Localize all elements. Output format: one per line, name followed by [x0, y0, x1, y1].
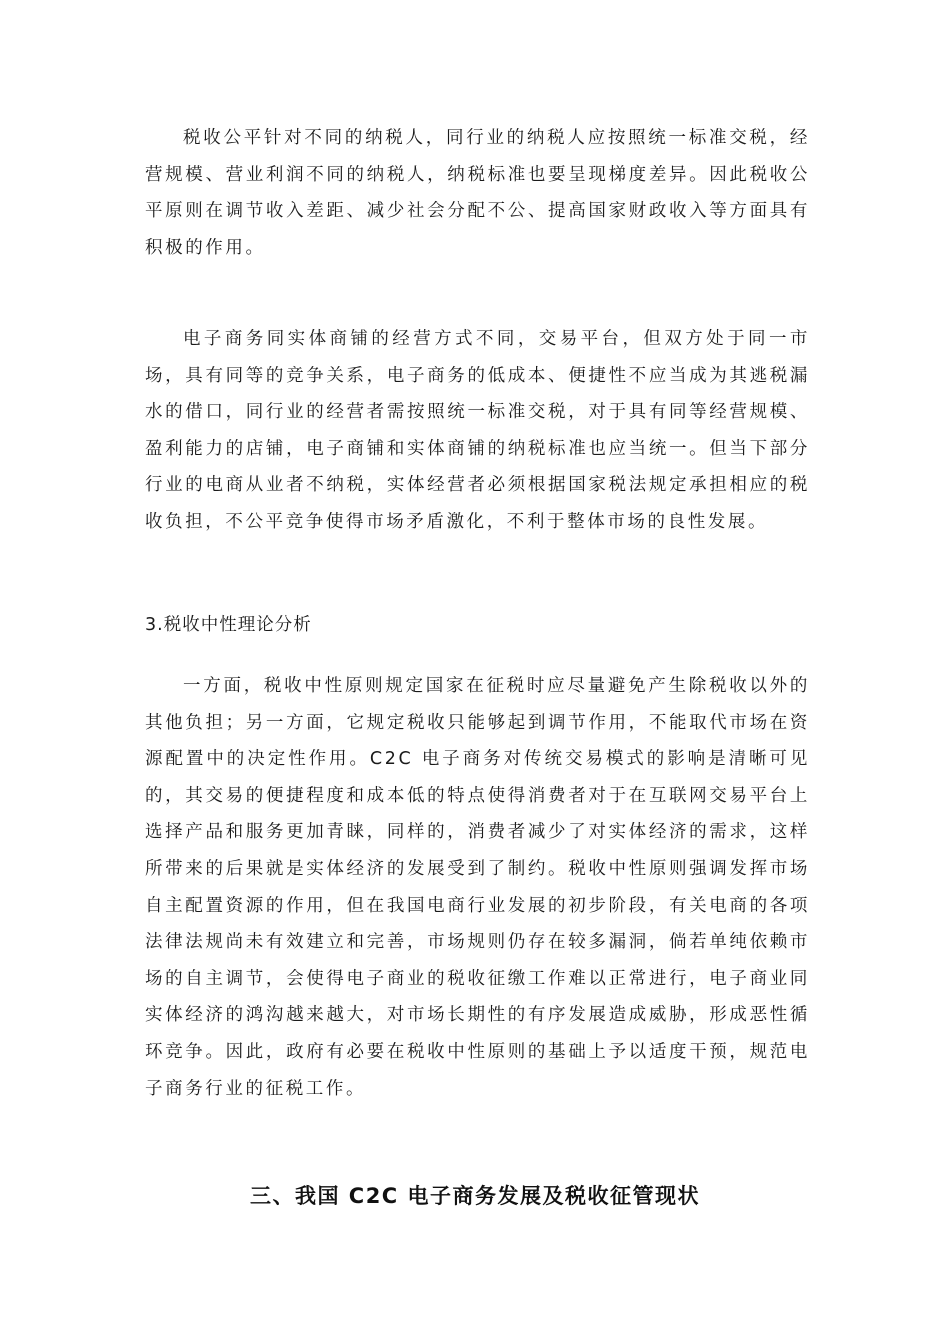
paragraph-ecommerce-competition: 电子商务同实体商铺的经营方式不同，交易平台，但双方处于同一市场，具有同等的竞争关系，电子商务的低成本、便捷性不应当成为其逃税漏水的借口，同行业的经营者需按照统一标准交税，对于具有同等经营规模、盈利能力的店铺，电子商铺和实体商铺的纳税标准也应当统一。但当下部分行业的电商从业者不纳税，实体经营者必须根据国家税法规定承担相应的税收负担，不公平竞争使得市场矛盾激化，不利于整体市场的良性发展。 [145, 329, 810, 532]
subheading-tax-neutrality: 3.税收中性理论分析 [145, 615, 312, 635]
paragraph-tax-neutrality: 一方面，税收中性原则规定国家在征税时应尽量避免产生除税收以外的其他负担；另一方面，它规定税收只能够起到调节作用，不能取代市场在资源配置中的决定性作用。C2C 电子商务对传统交易模式的影响是清晰可见的，其交易的便捷程度和成本低的特点使得消费者对于在互联网交易平台上选择产品和服务更加青睐，同样的，消费者减少了对实体经济的需求，这样所带来的后果就是实体经济的发展受到了制约。税收中性原则强调发挥市场自主配置资源的作用，但在我国电商行业发展的初步阶段，有关电商的各项法律法规尚未有效建立和完善，市场规则仍存在较多漏洞，倘若单纯依赖市场的自主调节，会使得电子商业的税收征缴工作难以正常进行，电子商业同实体经济的鸿沟越来越大，对市场长期性的有序发展造成威胁，形成恶性循环竞争。因此，政府有必要在税收中性原则的基础上予以适度干预，规范电子商务行业的征税工作。 [145, 676, 810, 1099]
section-heading: 三、我国 C2C 电子商务发展及税收征管现状 [249, 1184, 701, 1208]
paragraph-tax-fairness: 税收公平针对不同的纳税人，同行业的纳税人应按照统一标准交税，经营规模、营业利润不同的纳税人，纳税标准也要呈现梯度差异。因此税收公平原则在调节收入差距、减少社会分配不公、提高国家财政收入等方面具有积极的作用。 [145, 128, 810, 258]
